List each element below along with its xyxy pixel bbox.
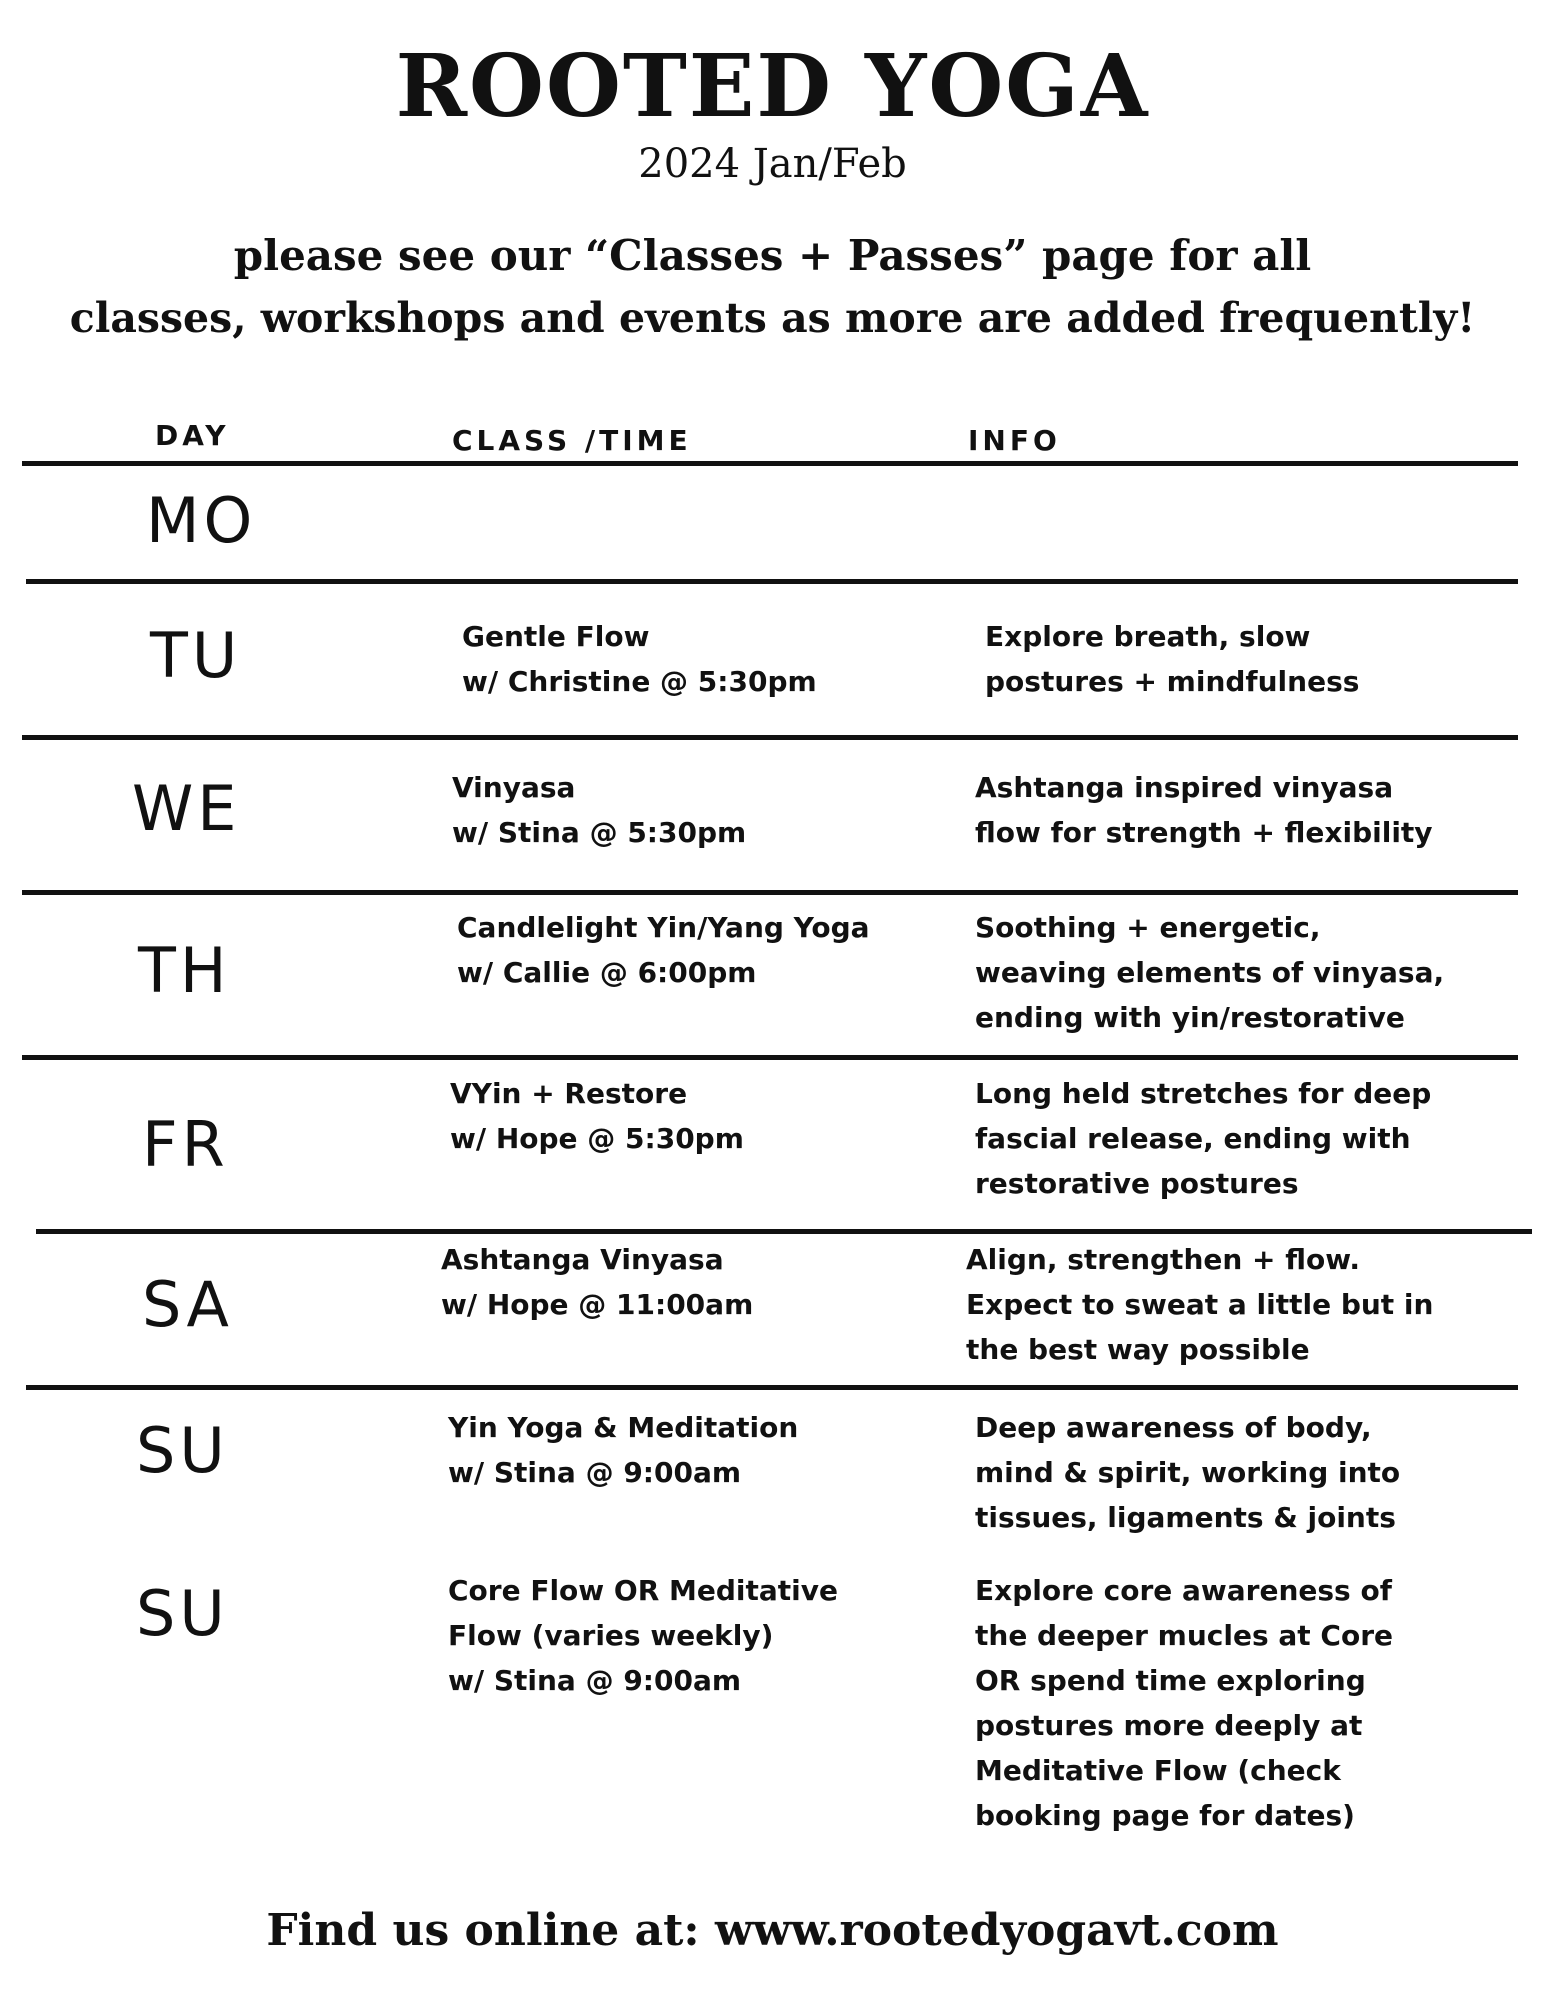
info-line: fascial release, ending with (975, 1122, 1411, 1155)
notice-text (60, 225, 1485, 349)
info-sunday-1 (975, 1405, 1400, 1540)
schedule-period: 2024 Jan/Feb (638, 141, 907, 187)
class-name: Gentle Flow (462, 620, 650, 653)
class-name: VYin + Restore (450, 1077, 688, 1110)
website-footer: Find us online at: www.rootedyogavt.com (266, 1905, 1279, 1956)
day-label-saturday: SA (142, 1268, 233, 1341)
class-instructor-time: w/ Stina @ 5:30pm (452, 816, 747, 849)
class-time-sunday-1 (448, 1405, 798, 1495)
row-divider (26, 1385, 1518, 1390)
info-tuesday (985, 614, 1359, 704)
info-thursday (975, 905, 1444, 1040)
info-line: Ashtanga inspired vinyasa (975, 771, 1394, 804)
info-line: weaving elements of vinyasa, (975, 956, 1445, 989)
class-time-saturday (441, 1237, 753, 1327)
info-line: postures more deeply at (975, 1709, 1363, 1742)
info-line: the deeper mucles at Core (975, 1619, 1393, 1652)
class-time-friday (450, 1071, 744, 1161)
info-line: mind & spirit, working into (975, 1456, 1401, 1489)
row-divider (36, 1229, 1532, 1234)
day-label-wednesday: WE (132, 772, 241, 845)
row-divider (22, 1055, 1518, 1060)
day-label-tuesday: TU (150, 619, 242, 692)
day-label-thursday: TH (138, 934, 231, 1007)
class-instructor-time: w/ Christine @ 5:30pm (462, 665, 817, 698)
info-sunday-2 (975, 1568, 1393, 1838)
class-instructor-time: w/ Callie @ 6:00pm (457, 956, 757, 989)
class-time-sunday-2 (448, 1568, 838, 1703)
notice-line-2: classes, workshops and events as more are added frequently! (69, 294, 1476, 342)
info-wednesday (975, 765, 1433, 855)
info-line: Long held stretches for deep (975, 1077, 1432, 1110)
info-line: restorative postures (975, 1167, 1299, 1200)
class-name: Yin Yoga & Meditation (448, 1411, 799, 1444)
row-divider (22, 735, 1518, 740)
class-time-thursday (457, 905, 870, 995)
day-label-monday: MO (146, 484, 257, 557)
info-line: Soothing + energetic, (975, 911, 1321, 944)
header-divider (22, 461, 1518, 466)
info-line: the best way possible (966, 1333, 1310, 1366)
class-name: Vinyasa (452, 771, 576, 804)
info-line: Align, strengthen + flow. (966, 1243, 1360, 1276)
class-name: Candlelight Yin/Yang Yoga (457, 911, 870, 944)
info-line: Meditative Flow (check (975, 1754, 1341, 1787)
class-name: Flow (varies weekly) (448, 1619, 774, 1652)
info-friday (975, 1071, 1431, 1206)
day-label-sunday: SU (136, 1414, 229, 1487)
class-instructor-time: w/ Stina @ 9:00am (448, 1664, 742, 1697)
column-header-day: DAY (155, 419, 230, 452)
notice-line-1: please see our “Classes + Passes” page for all (233, 231, 1312, 280)
info-line: ending with yin/restorative (975, 1001, 1405, 1034)
class-time-wednesday (452, 765, 746, 855)
class-time-tuesday (462, 614, 817, 704)
class-instructor-time: w/ Stina @ 9:00am (448, 1456, 742, 1489)
info-line: Explore core awareness of (975, 1574, 1392, 1607)
day-label-sunday: SU (136, 1577, 229, 1650)
info-saturday (966, 1237, 1433, 1372)
class-instructor-time: w/ Hope @ 5:30pm (450, 1122, 744, 1155)
class-instructor-time: w/ Hope @ 11:00am (441, 1288, 754, 1321)
column-header-class-time: CLASS /TIME (452, 424, 692, 457)
info-line: booking page for dates) (975, 1799, 1355, 1832)
info-line: flow for strength + flexibility (975, 816, 1433, 849)
info-line: Deep awareness of body, (975, 1411, 1372, 1444)
info-line: postures + mindfulness (985, 665, 1360, 698)
class-name: Core Flow OR Meditative (448, 1574, 839, 1607)
row-divider (22, 890, 1518, 895)
day-label-friday: FR (142, 1108, 229, 1181)
class-name: Ashtanga Vinyasa (441, 1243, 724, 1276)
row-divider (26, 579, 1518, 584)
info-line: Expect to sweat a little but in (966, 1288, 1434, 1321)
info-line: Explore breath, slow (985, 620, 1311, 653)
info-line: OR spend time exploring (975, 1664, 1366, 1697)
page-title: ROOTED YOGA (395, 36, 1150, 137)
info-line: tissues, ligaments & joints (975, 1501, 1396, 1534)
column-header-info: INFO (968, 424, 1061, 457)
